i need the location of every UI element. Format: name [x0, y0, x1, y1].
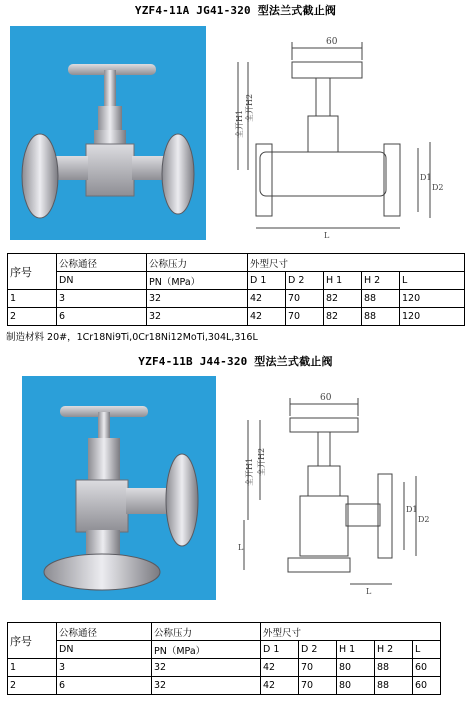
dim-width-label: 60 — [326, 37, 338, 47]
cell: 1 — [8, 290, 57, 308]
cell: 60 — [413, 677, 441, 695]
cell: 120 — [400, 290, 465, 308]
d2-header: D 2 — [299, 641, 337, 659]
spec-table-2 — [7, 622, 441, 695]
spec-table-1 — [7, 253, 465, 326]
dn-group-header: 公称通径 — [57, 623, 152, 641]
cell: 70 — [299, 677, 337, 695]
table-row — [8, 677, 441, 695]
valve-drawing-straight — [232, 30, 462, 240]
cell: 120 — [400, 308, 465, 326]
cell: 1 — [8, 659, 57, 677]
cell: 88 — [375, 659, 413, 677]
cell: 70 — [286, 290, 324, 308]
cell: 32 — [152, 659, 261, 677]
material-note: 制造材料 20#，1Cr18Ni9Ti,0Cr18Ni12MoTi,304L,316L — [6, 332, 258, 343]
cell: 3 — [57, 290, 147, 308]
cell: 42 — [248, 290, 286, 308]
cell: 6 — [57, 677, 152, 695]
cell: 70 — [286, 308, 324, 326]
table-row — [8, 308, 465, 326]
dim-h2-label: 全开H2 — [257, 447, 266, 476]
h2-header: H 2 — [375, 641, 413, 659]
dn-sub-header: DN — [57, 641, 152, 659]
cell: 6 — [57, 308, 147, 326]
seq-header: 序号 — [8, 254, 57, 290]
pn-group-header: 公称压力 — [147, 254, 248, 272]
section1-title: YZF4-11A JG41-320 型法兰式截止阀 — [134, 4, 337, 17]
h1-header: H 1 — [324, 272, 362, 290]
cell: 42 — [248, 308, 286, 326]
pn-sub-header: PN（MPa） — [147, 272, 248, 290]
dim-l-label: L — [324, 231, 330, 240]
dim-d2-label: D2 — [418, 515, 430, 524]
dim-group-header: 外型尺寸 — [261, 623, 441, 641]
cell: 60 — [413, 659, 441, 677]
dim-group-header: 外型尺寸 — [248, 254, 465, 272]
l-header: L — [413, 641, 441, 659]
dim-h1-label: 全开H1 — [245, 457, 254, 486]
h1-header: H 1 — [337, 641, 375, 659]
cell: 42 — [261, 659, 299, 677]
dim-d2-label: D2 — [432, 183, 444, 192]
dim-h2-label: 全开H2 — [245, 93, 254, 122]
seq-header: 序号 — [8, 623, 57, 659]
cell: 3 — [57, 659, 152, 677]
cell: 80 — [337, 659, 375, 677]
pn-group-header: 公称压力 — [152, 623, 261, 641]
cell: 88 — [362, 308, 400, 326]
dn-sub-header: DN — [57, 272, 147, 290]
cell: 2 — [8, 677, 57, 695]
valve-photo-angle — [22, 376, 216, 600]
table-row — [8, 290, 465, 308]
pn-sub-header: PN（MPa） — [152, 641, 261, 659]
cell: 70 — [299, 659, 337, 677]
h2-header: H 2 — [362, 272, 400, 290]
dim-l2-label: L — [366, 587, 372, 595]
cell: 82 — [324, 290, 362, 308]
cell: 88 — [375, 677, 413, 695]
dn-group-header: 公称通径 — [57, 254, 147, 272]
dim-width-label: 60 — [320, 393, 332, 403]
valve-drawing-angle — [238, 390, 464, 595]
valve-photo-straight — [10, 26, 206, 240]
dim-d1-label: D1 — [420, 173, 432, 182]
d1-header: D 1 — [248, 272, 286, 290]
cell: 32 — [147, 290, 248, 308]
section2-title: YZF4-11B J44-320 型法兰式截止阀 — [138, 355, 333, 368]
cell: 82 — [324, 308, 362, 326]
cell: 88 — [362, 290, 400, 308]
cell: 80 — [337, 677, 375, 695]
dim-l-label: L — [238, 543, 244, 552]
cell: 2 — [8, 308, 57, 326]
cell: 42 — [261, 677, 299, 695]
table-row — [8, 659, 441, 677]
d2-header: D 2 — [286, 272, 324, 290]
dim-h1-label: 全开H1 — [235, 109, 244, 138]
cell: 32 — [147, 308, 248, 326]
dim-d1-label: D1 — [406, 505, 418, 514]
cell: 32 — [152, 677, 261, 695]
d1-header: D 1 — [261, 641, 299, 659]
l-header: L — [400, 272, 465, 290]
